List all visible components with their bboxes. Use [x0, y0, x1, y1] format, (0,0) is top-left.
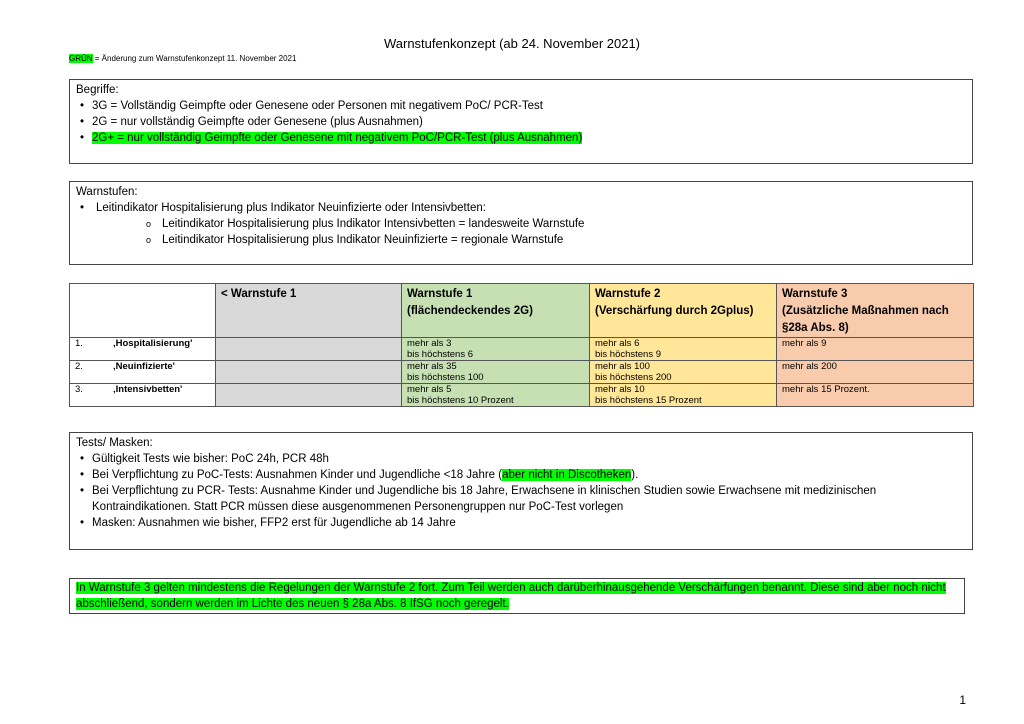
row-label	[70, 338, 216, 361]
header-stufe-3: Warnstufe 3 (Zusätzliche Maßnahmen nach §28a Abs. 8)	[777, 284, 974, 338]
cell-stufe-2: mehr als 10 bis höchstens 15 Prozent	[590, 384, 777, 407]
header-below-stufe-1: < Warnstufe 1	[216, 284, 402, 338]
cell-stufe-2: mehr als 6 bis höchstens 9	[590, 338, 777, 361]
warnstufen-item-text: Leitindikator Hospitalisierung plus Indikator Neuinfizierte oder Intensivbetten:	[96, 202, 486, 214]
header-stufe-1: Warnstufe 1 (flächendeckendes 2G)	[402, 284, 590, 338]
header-empty	[70, 284, 216, 338]
page-number: 1	[959, 693, 966, 707]
table-row	[70, 338, 974, 361]
warnstufe-3-note	[69, 578, 965, 614]
row-label	[70, 384, 216, 407]
table-row	[70, 361, 974, 384]
tests-item-poc-highlight: aber nicht in Discotheken	[502, 469, 632, 481]
tests-item-masken: • Masken: Ausnahmen wie bisher, FFP2 erst für Jugendliche ab 14 Jahre	[76, 515, 966, 531]
tests-heading: Tests/ Masken:	[76, 437, 153, 449]
begriff-2g-plus-text: 2G+ = nur vollständig Geimpfte oder Genesene mit negativem PoC/PCR-Test (plus Ausnahmen)	[92, 132, 583, 144]
begriff-2g-plus	[76, 130, 966, 146]
row-indicator: ‚Intensivbetten'	[113, 384, 183, 395]
tests-box	[69, 432, 973, 550]
tests-item-poc	[76, 467, 966, 483]
table-row	[70, 384, 974, 407]
warnstufen-subitem-landesweit: o Leitindikator Hospitalisierung plus Indikator Intensivbetten = landesweite Warnstufe	[96, 216, 966, 232]
tests-item-poc-end: ).	[631, 469, 639, 481]
cell-below-stufe-1	[216, 361, 402, 384]
cell-stufe-2: mehr als 100 bis höchstens 200	[590, 361, 777, 384]
cell-stufe-3: mehr als 200	[777, 361, 974, 384]
warnstufen-heading: Warnstufen:	[76, 186, 138, 198]
warnstufen-box	[69, 181, 973, 265]
row-indicator: ‚Hospitalisierung'	[113, 338, 193, 349]
cell-stufe-1: mehr als 35 bis höchstens 100	[402, 361, 590, 384]
row-number: 1.	[75, 338, 83, 349]
cell-stufe-1: mehr als 5 bis höchstens 10 Prozent	[402, 384, 590, 407]
change-legend	[69, 54, 296, 63]
cell-below-stufe-1	[216, 338, 402, 361]
tests-item-pcr: • Bei Verpflichtung zu PCR- Tests: Ausnahme Kinder und Jugendliche bis 18 Jahre, Erwachsene in klinischen Studien sowie Erwachsene mit medizinischen Kontraindikationen. Statt PCR müssen diese ausgenommenen Personengruppen nur PoC-Test vorlegen	[76, 483, 966, 515]
begriff-2g: • 2G = nur vollständig Geimpfte oder Genesene (plus Ausnahmen)	[76, 114, 966, 130]
warnstufe-3-note-text: In Warnstufe 3 gelten mindestens die Regelungen der Warnstufe 2 fort. Zum Teil werden auch darüberhinausgehende Verschärfungen benannt. Diese sind aber noch nicht abschließend, sondern werden im Lichte des neuen § 28a Abs. 8 IfSG noch geregelt.	[76, 582, 946, 610]
begriffe-heading: Begriffe:	[76, 84, 119, 96]
begriff-3g: • 3G = Vollständig Geimpfte oder Genesene oder Personen mit negativem PoC/ PCR-Test	[76, 98, 966, 114]
row-number: 3.	[75, 384, 83, 395]
row-number: 2.	[75, 361, 83, 372]
cell-stufe-3: mehr als 15 Prozent.	[777, 384, 974, 407]
row-label	[70, 361, 216, 384]
cell-stufe-1: mehr als 3 bis höchstens 6	[402, 338, 590, 361]
warnstufen-subitem-regional: o Leitindikator Hospitalisierung plus Indikator Neuinfizierte = regionale Warnstufe	[96, 232, 966, 248]
document-title: Warnstufenkonzept (ab 24. November 2021)	[383, 36, 641, 51]
legend-marker: GRÜN	[69, 54, 93, 63]
cell-below-stufe-1	[216, 384, 402, 407]
warnstufen-table	[69, 283, 974, 407]
tests-item-gueltigkeit: • Gültigkeit Tests wie bisher: PoC 24h, PCR 48h	[76, 451, 966, 467]
table-header-row	[70, 284, 974, 338]
legend-text: = Änderung zum Warnstufenkonzept 11. November 2021	[92, 54, 297, 63]
tests-item-poc-text: Bei Verpflichtung zu PoC-Tests: Ausnahmen Kinder und Jugendliche <18 Jahre (	[92, 469, 503, 481]
header-stufe-2: Warnstufe 2 (Verschärfung durch 2Gplus)	[590, 284, 777, 338]
row-indicator: ‚Neuinfizierte'	[113, 361, 175, 372]
warnstufen-item	[76, 200, 966, 248]
cell-stufe-3: mehr als 9	[777, 338, 974, 361]
begriffe-box	[69, 79, 973, 164]
